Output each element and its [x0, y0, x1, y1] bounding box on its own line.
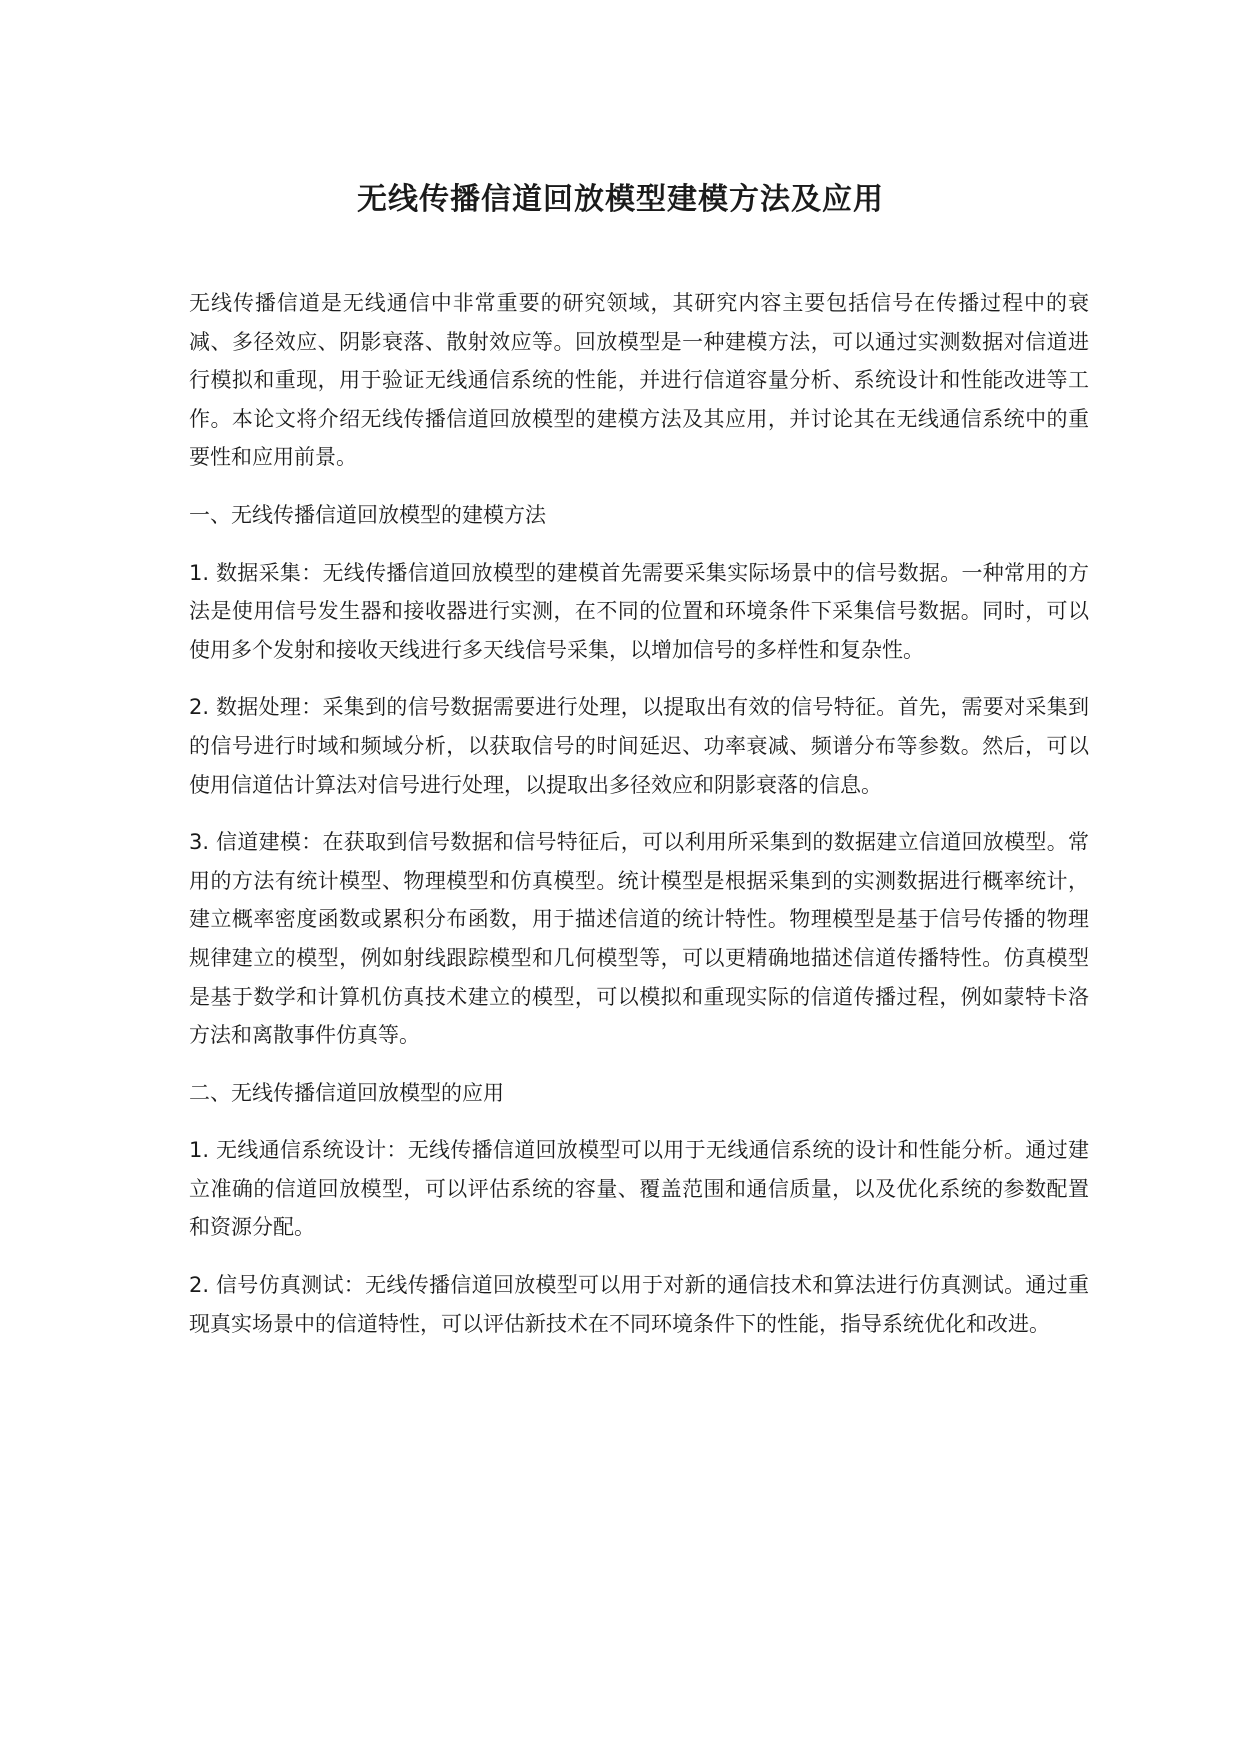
document-title: 无线传播信道回放模型建模方法及应用	[357, 182, 884, 217]
list-item-data-processing: 2. 数据处理：采集到的信号数据需要进行处理，以提取出有效的信号特征。首先，需要对采集到的信号进行时域和频域分析，以获取信号的时间延迟、功率衰减、频谱分布等参数。然后，可以使用信道估计算法对信号进行处理，以提取出多径效应和阴影衰落的信息。	[189, 695, 1089, 797]
list-item-simulation-testing: 2. 信号仿真测试：无线传播信道回放模型可以用于对新的通信技术和算法进行仿真测试。通过重现真实场景中的信道特性，可以评估新技术在不同环境条件下的性能，指导系统优化和改进。	[189, 1273, 1089, 1336]
section-heading-applications: 二、无线传播信道回放模型的应用	[189, 1080, 504, 1105]
intro-paragraph: 无线传播信道是无线通信中非常重要的研究领域，其研究内容主要包括信号在传播过程中的衰减、多径效应、阴影衰落、散射效应等。回放模型是一种建模方法，可以通过实测数据对信道进行模拟和重现，用于验证无线通信系统的性能，并进行信道容量分析、系统设计和性能改进等工作。本论文将介绍无线传播信道回放模型的建模方法及其应用，并讨论其在无线通信系统中的重要性和应用前景。	[189, 291, 1089, 470]
document-body	[189, 284, 1089, 1362]
section-heading-modeling-methods: 一、无线传播信道回放模型的建模方法	[189, 502, 546, 527]
list-item-data-collection: 1. 数据采集：无线传播信道回放模型的建模首先需要采集实际场景中的信号数据。一种常用的方法是使用信号发生器和接收器进行实测，在不同的位置和环境条件下采集信号数据。同时，可以使用多个发射和接收天线进行多天线信号采集，以增加信号的多样性和复杂性。	[189, 560, 1089, 662]
list-item-channel-modeling: 3. 信道建模：在获取到信号数据和信号特征后，可以利用所采集到的数据建立信道回放模型。常用的方法有统计模型、物理模型和仿真模型。统计模型是根据采集到的实测数据进行概率统计，建立概率密度函数或累积分布函数，用于描述信道的统计特性。物理模型是基于信号传播的物理规律建立的模型，例如射线跟踪模型和几何模型等，可以更精确地描述信道传播特性。仿真模型是基于数学和计算机仿真技术建立的模型，可以模拟和重现实际的信道传播过程，例如蒙特卡洛方法和离散事件仿真等。	[189, 830, 1089, 1048]
list-item-system-design: 1. 无线通信系统设计：无线传播信道回放模型可以用于无线通信系统的设计和性能分析。通过建立准确的信道回放模型，可以评估系统的容量、覆盖范围和通信质量，以及优化系统的参数配置和资源分配。	[189, 1138, 1089, 1240]
